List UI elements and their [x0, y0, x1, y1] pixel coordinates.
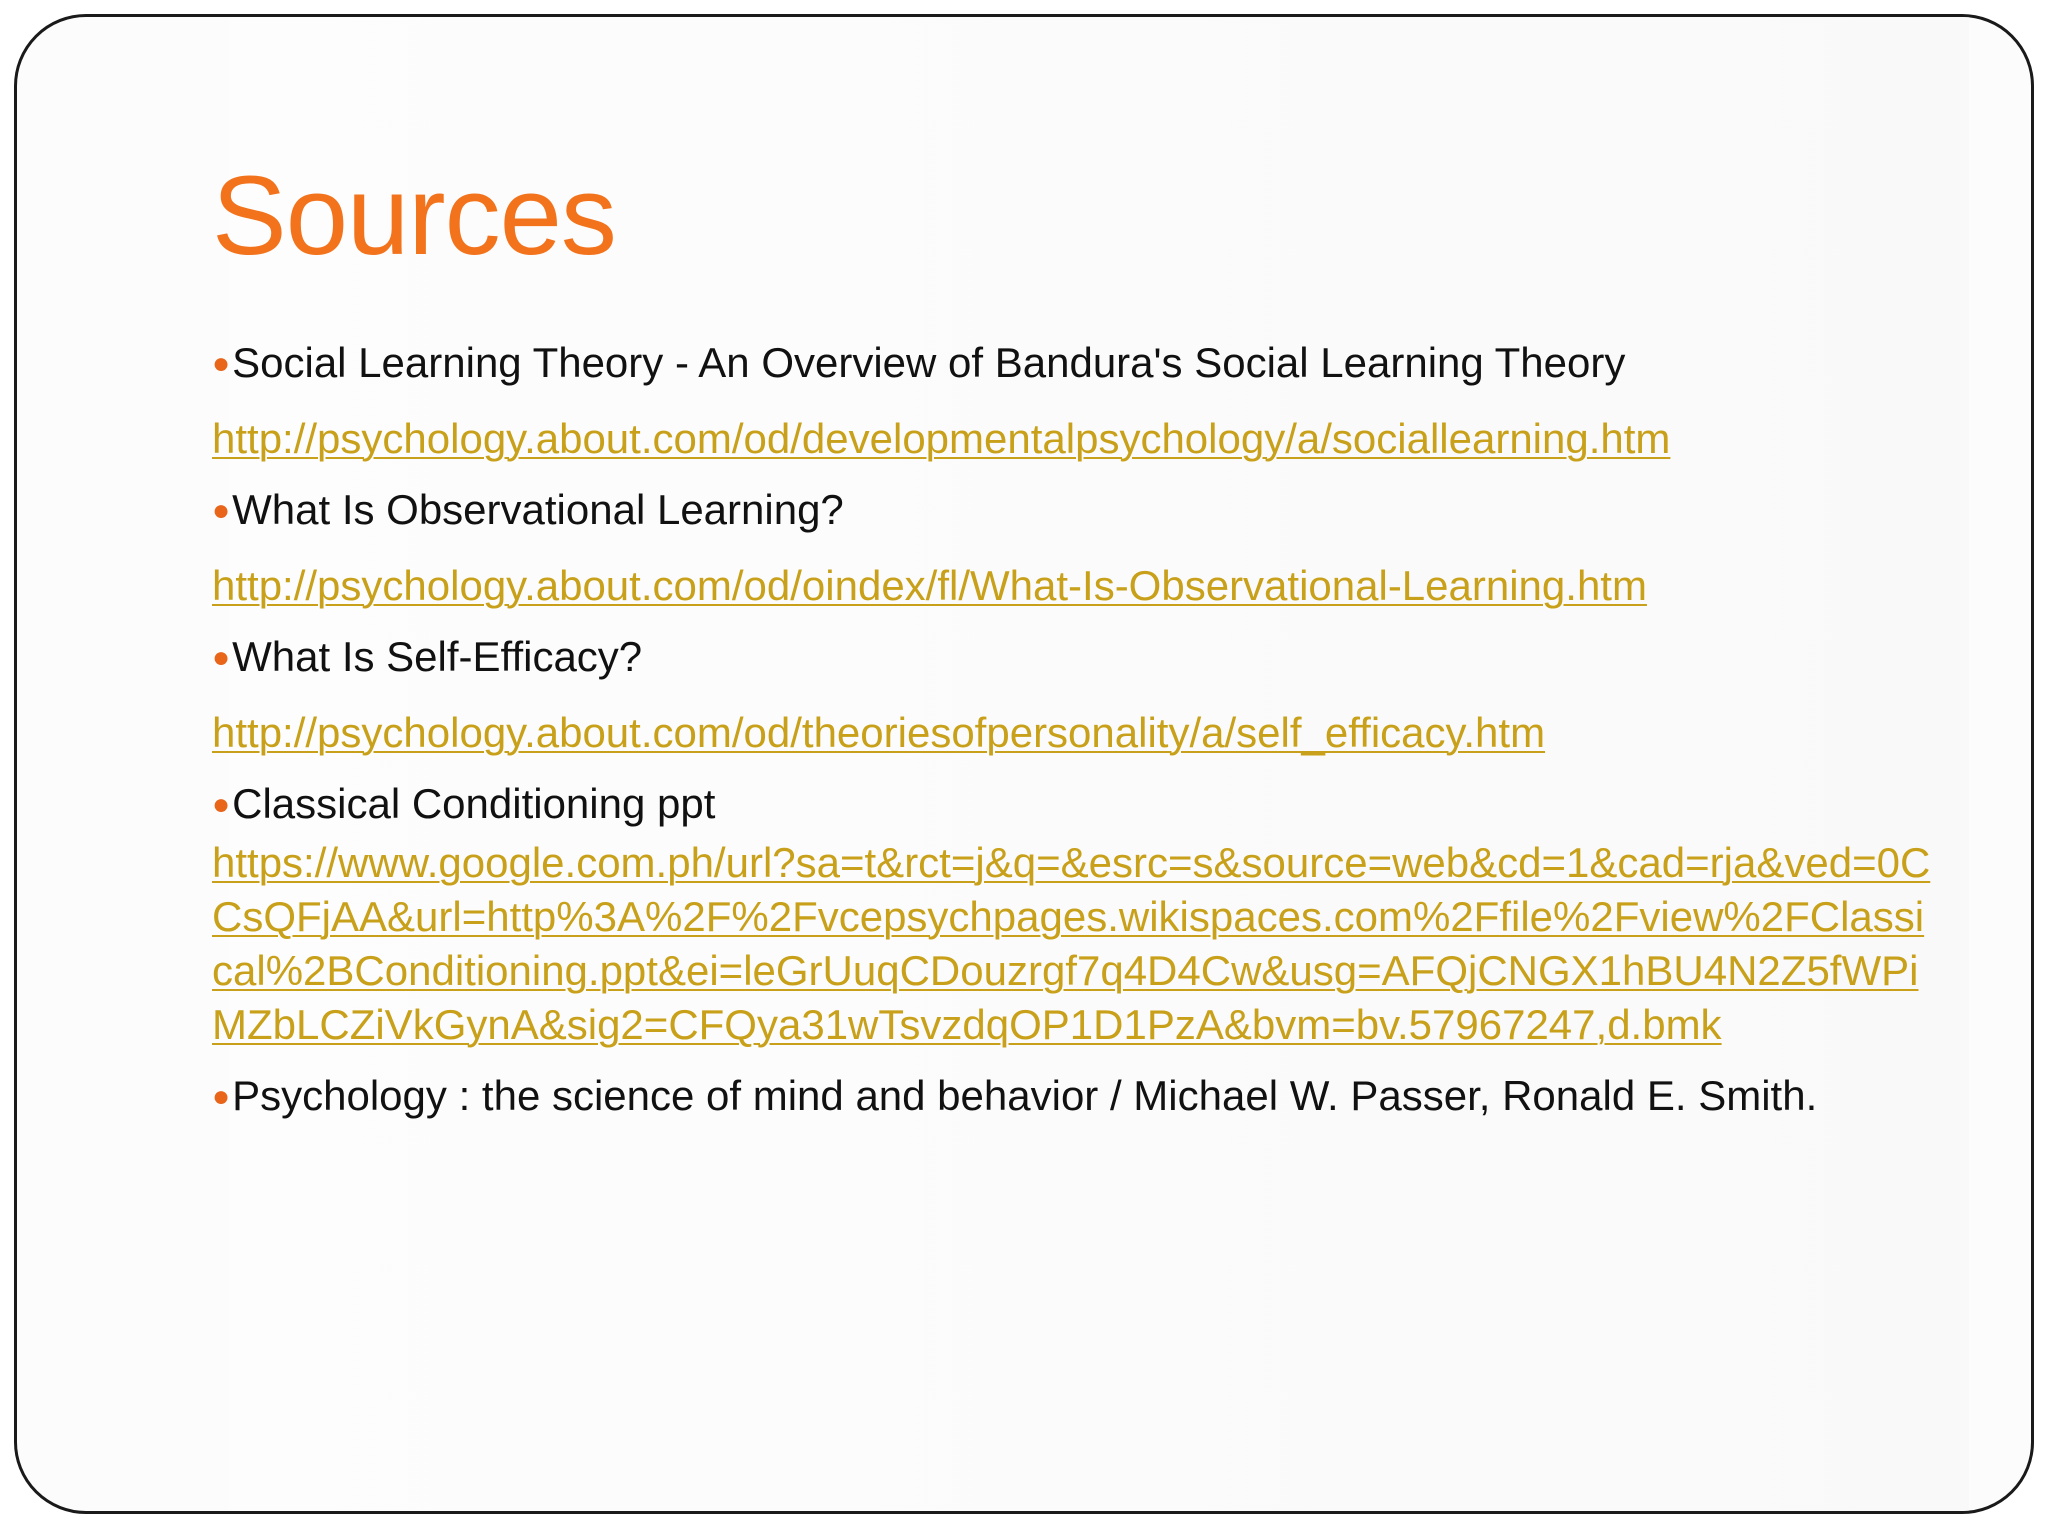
sources-list	[212, 336, 1952, 1128]
source-title: Psychology : the science of mind and behavior / Michael W. Passer, Ronald E. Smith.	[232, 1072, 1818, 1119]
source-title: Classical Conditioning ppt	[232, 780, 716, 827]
bullet-dot-icon: ●	[212, 788, 231, 821]
source-link[interactable]: http://psychology.about.com/od/developmentalpsychology/a/sociallearning.htm	[212, 415, 1671, 462]
source-title: Social Learning Theory - An Overview of Bandura's Social Learning Theory	[232, 339, 1626, 386]
bullet-dot-icon: ●	[212, 347, 231, 380]
bullet-dot-icon: ●	[212, 641, 231, 674]
source-title: What Is Self-Efficacy?	[232, 633, 643, 680]
source-link[interactable]: http://psychology.about.com/od/oindex/fl/What-Is-Observational-Learning.htm	[212, 562, 1647, 609]
source-entry	[212, 336, 1952, 395]
source-entry	[212, 483, 1952, 542]
source-title: What Is Observational Learning?	[232, 486, 844, 533]
source-link[interactable]: http://psychology.about.com/od/theoriesofpersonality/a/self_efficacy.htm	[212, 709, 1546, 756]
source-entry	[212, 630, 1952, 689]
source-entry	[212, 1069, 1952, 1128]
slide-title: Sources	[212, 153, 616, 278]
source-entry	[212, 777, 1952, 836]
bullet-dot-icon: ●	[212, 1080, 231, 1113]
source-link[interactable]: https://www.google.com.ph/url?sa=t&rct=j&q=&esrc=s&source=web&cd=1&cad=rja&ved=0CCsQFjAA&url=http%3A%2F%2Fvcepsychpages.wikispaces.com%2Ffile%2Fview%2FClassical%2BConditioning.ppt&ei=leGrUuqCDouzrgf7q4D4Cw&usg=AFQjCNGX1hBU4N2Z5fWPiMZbLCZiVkGynA&sig2=CFQya31wTsvzdqOP1D1PzA&bvm=bv.57967247,d.bmk	[212, 839, 1931, 1048]
bullet-dot-icon: ●	[212, 494, 231, 527]
